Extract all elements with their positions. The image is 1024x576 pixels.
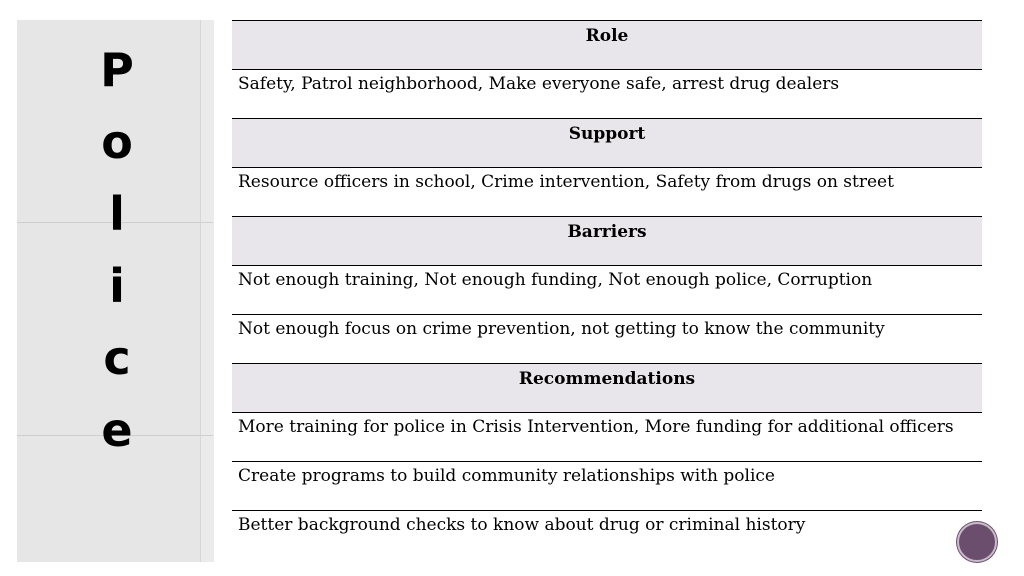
- title-letter: l: [109, 187, 125, 241]
- cell-text: More training for police in Crisis Intervention, More funding for additional officers: [238, 417, 954, 437]
- table-row: [232, 266, 982, 315]
- table-row: [232, 511, 982, 559]
- table-header-recommendations: [232, 364, 982, 413]
- title-letter: o: [101, 115, 133, 169]
- cell-text: Resource officers in school, Crime intervention, Safety from drugs on street: [238, 172, 894, 192]
- title-letter: P: [100, 43, 134, 97]
- info-table: [232, 20, 982, 559]
- vertical-title: [17, 40, 217, 472]
- table-row: [232, 70, 982, 119]
- title-letter: i: [109, 259, 125, 313]
- header-text: Barriers: [567, 222, 647, 242]
- header-text: Role: [585, 26, 629, 46]
- table-header-role: [232, 21, 982, 70]
- cell-text: Safety, Patrol neighborhood, Make everyone safe, arrest drug dealers: [238, 74, 840, 94]
- table-row: [232, 168, 982, 217]
- cell-text: Create programs to build community relationships with police: [238, 466, 775, 486]
- header-text: Support: [568, 124, 646, 144]
- cell-text: Not enough training, Not enough funding, Not enough police, Corruption: [238, 270, 873, 290]
- cell-text: Not enough focus on crime prevention, not getting to know the community: [238, 319, 885, 339]
- table-header-support: [232, 119, 982, 168]
- title-letter: e: [101, 403, 133, 457]
- logo-badge-icon: [957, 522, 997, 562]
- header-text: Recommendations: [518, 369, 696, 389]
- table-row: [232, 413, 982, 462]
- table-header-barriers: [232, 217, 982, 266]
- table-row: [232, 315, 982, 364]
- cell-text: Better background checks to know about drug or criminal history: [238, 515, 806, 535]
- title-letter: c: [103, 331, 131, 385]
- table-row: [232, 462, 982, 511]
